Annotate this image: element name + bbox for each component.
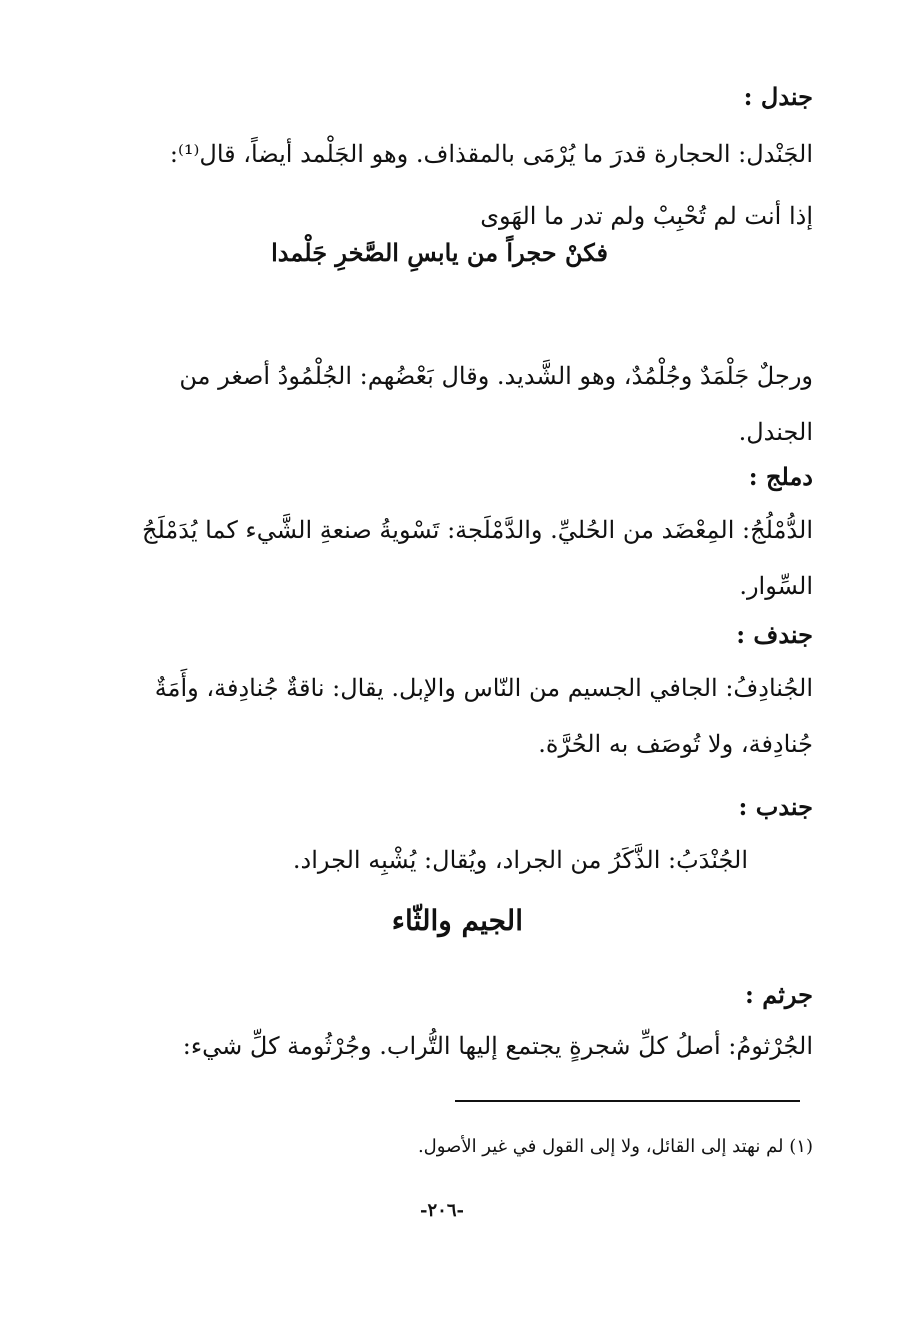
- headword-jundab: جندب :: [738, 792, 813, 821]
- entry-jundaf-line-1: الجُنادِفُ: الجافي الجسيم من النّاس والإبل. يقال: ناقةٌ جُنادِفة، وأَمَةٌ: [154, 674, 813, 702]
- entry-jundab-line-1: الجُنْدَبُ: الذَّكَرُ من الجراد، ويُقال: يُشْبِه الجراد.: [292, 846, 748, 874]
- entry-damlaj-line-1: الدُّمْلُجُ: المِعْضَد من الحُليِّ. والدَّمْلَجة: تَسْويةُ صنعةِ الشَّيء كما يُدَمْلَجُ: [141, 516, 813, 544]
- entry-jandal-line-1: الجَنْدل: الحجارة قدرَ ما يُرْمَى بالمقذاف. وهو الجَلْمد أيضاً، قال⁽¹⁾:: [169, 140, 813, 168]
- headword-jundaf: جندف :: [736, 620, 813, 649]
- entry-jurthum-line-1: الجُرْثومُ: أصلُ كلِّ شجرةٍ يجتمع إليها التُّراب. وجُرْثُومة كلِّ شيء:: [182, 1032, 813, 1060]
- poem-line-1: إذا أنت لم تُحْبِبْ ولم تدر ما الهَوى: [480, 202, 813, 230]
- entry-jundaf-line-2: جُنادِفة، ولا تُوصَف به الحُرَّة.: [538, 730, 813, 758]
- headword-jandal: جندل :: [743, 82, 813, 111]
- continuation-line-2: الجندل.: [738, 418, 813, 446]
- footnote-separator: [455, 1100, 800, 1102]
- entry-damlaj-line-2: السِّوار.: [739, 572, 813, 600]
- page-number: -٢٠٦-: [420, 1200, 464, 1221]
- section-title: الجيم والثّاء: [391, 904, 523, 937]
- continuation-line-1: ورجلٌ جَلْمَدٌ وجُلْمُدٌ، وهو الشَّديد. وقال بَعْضُهم: الجُلْمُودُ أصغر من: [179, 362, 813, 390]
- headword-damlaj: دملج :: [748, 462, 813, 491]
- headword-jurthum: جرثم :: [745, 980, 813, 1009]
- poem-line-2: فكنْ حجراً من يابسِ الصَّخرِ جَلْمدا: [271, 238, 608, 267]
- footnote: (١) لم نهتد إلى القائل، ولا إلى القول في غير الأصول.: [417, 1136, 813, 1157]
